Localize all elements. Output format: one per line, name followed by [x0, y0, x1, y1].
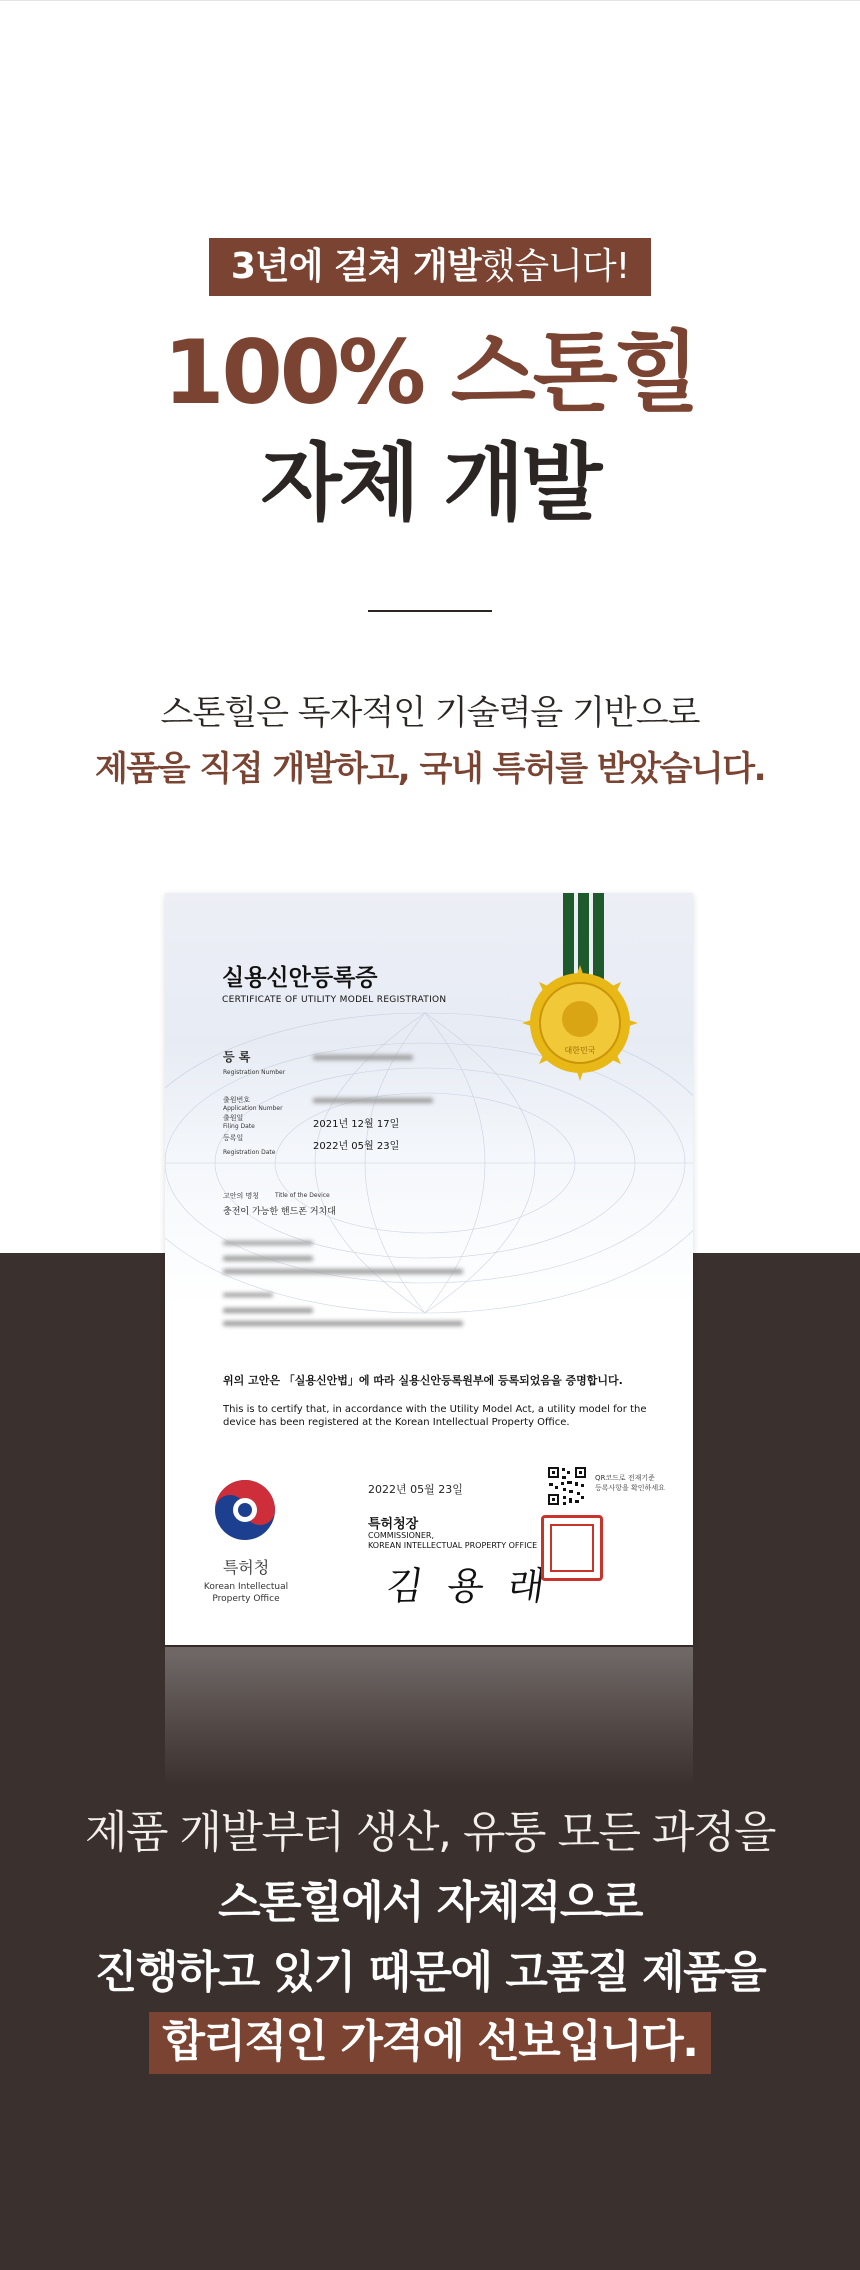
outro-line4-highlight: 합리적인 가격에 선보입니다.	[149, 2012, 712, 2074]
intro-line2: 제품을 직접 개발하고, 국내 특허를 받았습니다.	[94, 749, 766, 789]
reg-label-en: Registration Number	[223, 1069, 286, 1076]
blurred-inventor-label	[223, 1293, 273, 1297]
office-name-en-line1: Korean Intellectual	[203, 1582, 289, 1592]
hero-badge	[209, 238, 651, 296]
device-label-en: Title of the Device	[275, 1192, 330, 1199]
outro-line3: 진행하고 있기 때문에 고품질 제품을	[94, 1947, 766, 1998]
regdate-label-ko: 등록일	[223, 1134, 244, 1142]
app-label-en: Application Number	[223, 1105, 283, 1112]
hero-badge-wrap	[0, 238, 860, 296]
outro-line1: 제품 개발부터 생산, 유통 모든 과정을	[85, 1807, 775, 1858]
certificate-body-ko: 위의 고안은 「실용신안법」에 따라 실용신안등록원부에 등록되었음을 증명합니다.	[223, 1374, 623, 1387]
issue-date: 2022년 05월 23일	[368, 1483, 463, 1496]
commissioner-en	[368, 1531, 537, 1551]
blurred-holder-name	[223, 1256, 313, 1261]
gold-seal-icon	[520, 963, 640, 1083]
official-red-stamp-icon	[541, 1515, 603, 1581]
patent-certificate-image	[165, 893, 693, 1645]
device-label-ko: 고안의 명칭	[223, 1192, 260, 1200]
certificate-reflection	[165, 1647, 693, 1787]
certificate-title-ko: 실용신안등록증	[222, 965, 378, 991]
section-divider	[368, 610, 492, 612]
reg-label-ko: 등 록	[223, 1050, 251, 1064]
headline-line1: 100% 스톤힐	[163, 321, 697, 424]
commissioner-en-line2: KOREAN INTELLECTUAL PROPERTY OFFICE	[368, 1541, 538, 1550]
filing-label-ko: 출원일	[223, 1114, 244, 1122]
signature: 김 용 래	[383, 1564, 554, 1608]
seal-text: 대한민국	[564, 1046, 596, 1055]
qr-note	[595, 1473, 665, 1493]
blurred-inventor-address	[223, 1321, 463, 1326]
blurred-holder-address	[223, 1269, 463, 1274]
commissioner-en-line1: COMMISSIONER,	[368, 1531, 434, 1540]
filing-label-en: Filing Date	[223, 1123, 255, 1130]
blurred-app-number	[313, 1098, 433, 1103]
certificate-title-en: CERTIFICATE OF UTILITY MODEL REGISTRATION	[222, 995, 447, 1005]
qr-code-icon	[547, 1466, 587, 1506]
blurred-inventor-name	[223, 1308, 313, 1313]
top-divider	[0, 0, 860, 1]
intro-line1: 스톤힐은 독자적인 기술력을 기반으로	[160, 693, 700, 733]
registration-date: 2022년 05월 23일	[313, 1141, 400, 1152]
office-name-en	[195, 1581, 297, 1605]
office-name-en-line2: Property Office	[212, 1594, 280, 1604]
outro-line2: 스톤힐에서 자체적으로	[218, 1877, 642, 1928]
blurred-reg-number	[313, 1055, 413, 1060]
device-title: 충전이 가능한 핸드폰 거치대	[223, 1207, 336, 1217]
qr-note-line1: QR코드로 전재기준	[595, 1474, 655, 1482]
qr-note-line2: 등록사항을 확인하세요	[595, 1484, 665, 1492]
regdate-label-en: Registration Date	[223, 1149, 276, 1156]
headline-line2: 자체 개발	[260, 434, 600, 532]
blurred-holder-label	[223, 1241, 313, 1245]
filing-date: 2021년 12월 17일	[313, 1119, 400, 1130]
certificate-body-en: This is to certify that, in accordance with the Utility Model Act, a utility model for the device has been registered at the Korean Intellectual Property Office.	[223, 1404, 647, 1428]
hero-badge-rest: 했습니다!	[480, 246, 630, 287]
office-name-ko: 특허청	[222, 1558, 270, 1577]
taeguk-logo-icon	[213, 1478, 277, 1542]
commissioner-ko: 특허청장	[368, 1517, 419, 1532]
app-label-ko: 출원번호	[223, 1096, 251, 1104]
outro-line4-wrap	[0, 2012, 860, 2074]
hero-badge-bold: 3년에 걸쳐 개발	[230, 246, 481, 287]
